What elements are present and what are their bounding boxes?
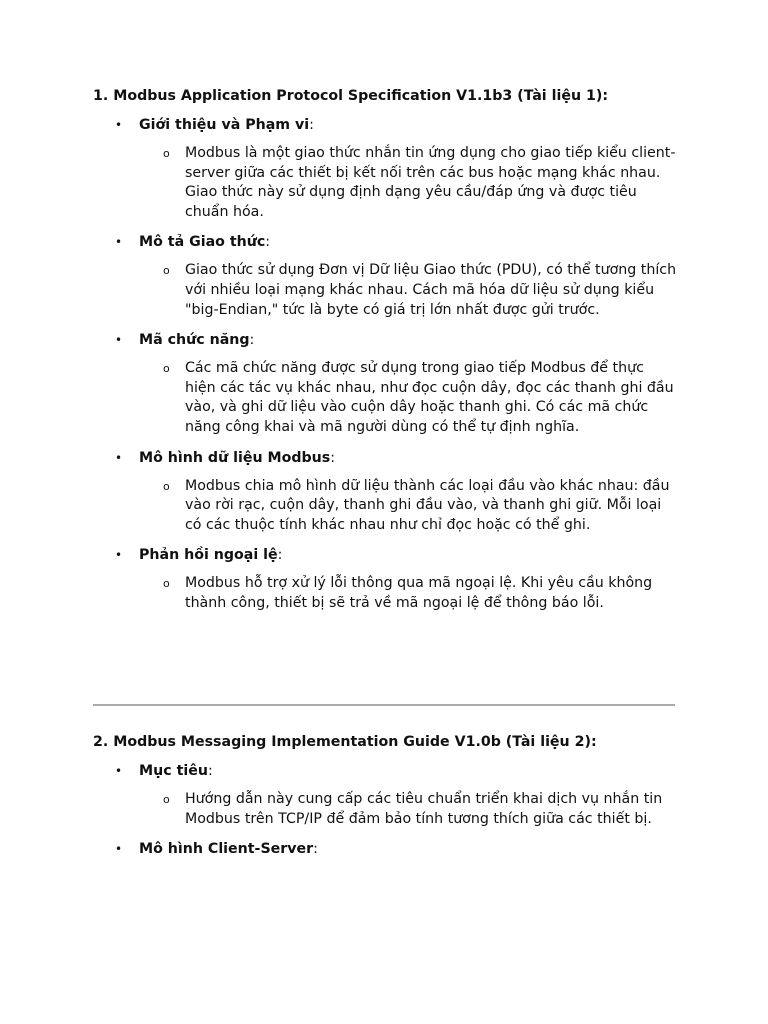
bullet-title: Mã chức năng xyxy=(139,332,250,349)
bullet-marker: • xyxy=(115,235,123,250)
bullet-item xyxy=(93,115,683,135)
bullet-colon: : xyxy=(277,547,283,564)
bullet-item xyxy=(93,545,683,565)
sub-text: Modbus là một giao thức nhắn tin ứng dụng cho giao tiếp kiểu client-server giữa các thiết bị kết nối trên các bus hoặc mạng khác nhau. Giao thức này sử dụng định dạng yêu cầu/đáp ứng và được tiêu chuẩn hóa. xyxy=(185,145,676,220)
sub-item xyxy=(93,144,677,222)
bullet-marker: • xyxy=(115,333,123,348)
sub-marker: o xyxy=(163,362,170,376)
bullet-colon: : xyxy=(309,117,314,133)
bullet-item xyxy=(93,232,683,252)
sub-marker: o xyxy=(163,577,170,591)
sub-item xyxy=(93,477,677,536)
bullet-colon: : xyxy=(207,763,213,779)
sub-text: Giao thức sử dụng Đơn vị Dữ liệu Giao thức (PDU), có thể tương thích với nhiều loại mạng khác nhau. Cách mã hóa dữ liệu sử dụng kiểu "big-Endian," tức là byte có giá trị lớn nhất được gửi trước. xyxy=(185,262,677,318)
bullet-colon: : xyxy=(330,449,335,466)
bullet-marker: • xyxy=(115,450,123,465)
bullet-item xyxy=(93,761,683,781)
sub-text: Hướng dẫn này cung cấp các tiêu chuẩn triển khai dịch vụ nhắn tin Modbus trên TCP/IP để đảm bảo tính tương thích giữa các thiết bị. xyxy=(185,791,663,827)
bullet-colon: : xyxy=(313,841,318,858)
sub-marker: o xyxy=(163,264,170,278)
bullet-title: Mục tiêu xyxy=(139,763,208,779)
bullet-colon: : xyxy=(265,234,271,251)
sub-item xyxy=(93,359,677,437)
bullet-marker: • xyxy=(115,842,123,857)
bullet-title: Giới thiệu và Phạm vi xyxy=(139,117,310,133)
sub-text: Các mã chức năng được sử dụng trong giao tiếp Modbus để thực hiện các tác vụ khác nhau, như đọc cuộn dây, đọc các thanh ghi đầu vào, và ghi dữ liệu vào cuộn dây hoặc thanh ghi. Có các mã chức năng công khai và mã người dùng có thể tự định nghĩa. xyxy=(185,360,674,435)
sub-text: Modbus chia mô hình dữ liệu thành các loại đầu vào khác nhau: đầu vào rời rạc, cuộn dây, thanh ghi đầu vào, và thanh ghi giữ. Mỗi loại có các thuộc tính khác nhau như chỉ đọc hoặc có thể ghi. xyxy=(185,477,670,533)
sub-item xyxy=(93,790,677,829)
bullet-title: Mô hình Client-Server xyxy=(139,841,314,858)
section-2 xyxy=(93,732,683,868)
bullet-marker: • xyxy=(115,548,123,563)
section-heading: 1. Modbus Application Protocol Specification V1.1b3 (Tài liệu 1): xyxy=(93,88,609,104)
sub-item xyxy=(93,261,677,320)
bullet-marker: • xyxy=(115,764,123,778)
bullet-title: Phản hồi ngoại lệ xyxy=(139,547,278,564)
bullet-item xyxy=(93,330,683,350)
bullet-marker: • xyxy=(115,118,123,132)
sub-marker: o xyxy=(163,479,170,493)
section-1 xyxy=(93,86,683,624)
sub-marker: o xyxy=(163,147,170,160)
bullet-item xyxy=(93,839,683,859)
bullet-title: Mô hình dữ liệu Modbus xyxy=(139,449,331,466)
bullet-item xyxy=(93,448,683,468)
sub-text: Modbus hỗ trợ xử lý lỗi thông qua mã ngoại lệ. Khi yêu cầu không thành công, thiết bị sẽ trả về mã ngoại lệ để thông báo lỗi. xyxy=(185,575,653,611)
horizontal-rule xyxy=(93,704,675,706)
bullet-title: Mô tả Giao thức xyxy=(139,234,266,251)
sub-item xyxy=(93,574,677,613)
bullet-colon: : xyxy=(249,332,255,349)
section-heading: 2. Modbus Messaging Implementation Guide V1.0b (Tài liệu 2): xyxy=(93,734,597,750)
sub-marker: o xyxy=(163,793,170,806)
